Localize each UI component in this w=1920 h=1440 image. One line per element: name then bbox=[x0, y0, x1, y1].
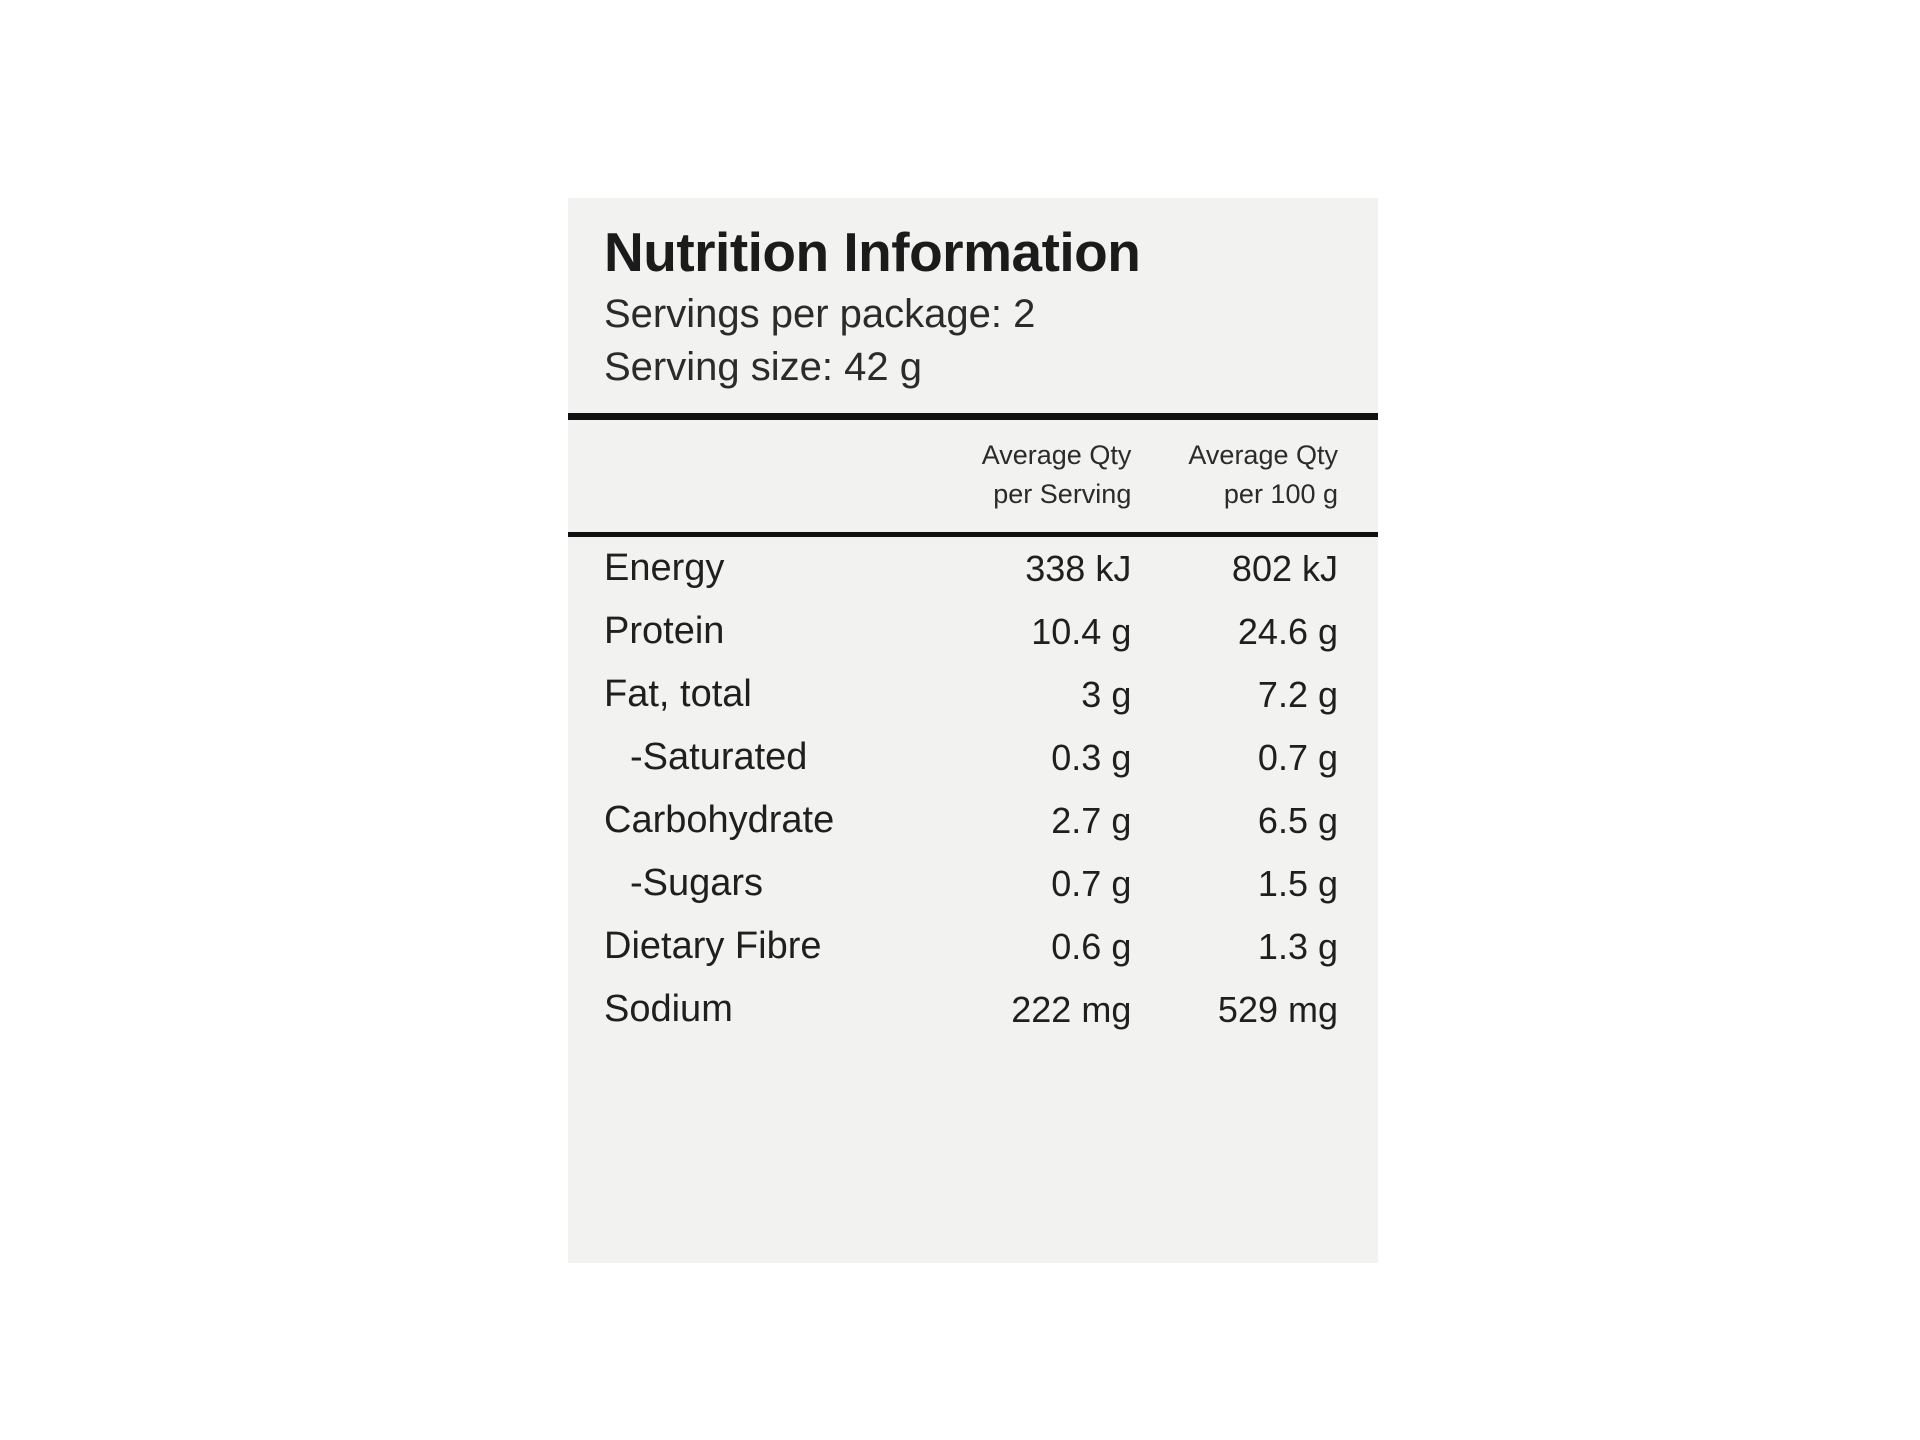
nutrition-rows-wrap bbox=[568, 537, 1378, 1041]
table-row bbox=[604, 537, 1342, 600]
value-per-100g: 0.7 g bbox=[1257, 736, 1338, 778]
nutrition-table-wrap bbox=[568, 420, 1378, 532]
nutrient-label: Carbohydrate bbox=[604, 799, 835, 842]
column-header-per-100g-line2: per 100 g bbox=[1223, 479, 1338, 510]
divider-top bbox=[568, 413, 1378, 420]
column-header-blank bbox=[604, 420, 921, 532]
nutrition-rows-table bbox=[604, 537, 1342, 1041]
nutrition-information-panel bbox=[568, 198, 1378, 1263]
table-row bbox=[604, 726, 1342, 789]
table-row bbox=[604, 663, 1342, 726]
value-per-serving: 338 kJ bbox=[1025, 547, 1132, 589]
servings-per-package: Servings per package: 2 bbox=[604, 291, 1036, 336]
value-per-100g: 24.6 g bbox=[1237, 610, 1338, 652]
panel-header bbox=[568, 198, 1378, 395]
nutrient-label: Energy bbox=[604, 547, 725, 590]
value-per-serving: 0.6 g bbox=[1051, 925, 1132, 967]
value-per-100g: 1.3 g bbox=[1257, 925, 1338, 967]
table-row bbox=[604, 600, 1342, 663]
serving-size: Serving size: 42 g bbox=[604, 345, 922, 390]
column-header-per-serving bbox=[921, 420, 1135, 532]
value-per-100g: 529 mg bbox=[1217, 988, 1338, 1030]
nutrition-rows-body bbox=[604, 537, 1342, 1041]
nutrition-table bbox=[604, 420, 1342, 532]
table-row bbox=[604, 915, 1342, 978]
page-title: Nutrition Information bbox=[604, 221, 1141, 283]
value-per-serving: 2.7 g bbox=[1051, 799, 1132, 841]
nutrient-label: -Sugars bbox=[630, 862, 764, 905]
value-per-serving: 0.3 g bbox=[1051, 736, 1132, 778]
value-per-100g: 7.2 g bbox=[1257, 673, 1338, 715]
nutrient-label: Sodium bbox=[604, 988, 733, 1031]
column-header-per-100g-line1: Average Qty bbox=[1188, 439, 1338, 470]
column-header-per-100g bbox=[1135, 420, 1342, 532]
value-per-serving: 0.7 g bbox=[1051, 862, 1132, 904]
table-row bbox=[604, 852, 1342, 915]
table-row bbox=[604, 978, 1342, 1041]
value-per-100g: 6.5 g bbox=[1257, 799, 1338, 841]
nutrient-label: Dietary Fibre bbox=[604, 925, 822, 968]
value-per-serving: 222 mg bbox=[1011, 988, 1132, 1030]
table-header bbox=[604, 420, 1342, 532]
column-header-per-serving-line1: Average Qty bbox=[981, 439, 1132, 470]
value-per-serving: 3 g bbox=[1081, 673, 1132, 715]
value-per-100g: 1.5 g bbox=[1257, 862, 1338, 904]
nutrient-label: -Saturated bbox=[630, 736, 808, 779]
value-per-serving: 10.4 g bbox=[1031, 610, 1132, 652]
column-header-per-serving-line2: per Serving bbox=[993, 479, 1132, 510]
table-row bbox=[604, 789, 1342, 852]
nutrient-label: Fat, total bbox=[604, 673, 752, 716]
value-per-100g: 802 kJ bbox=[1231, 547, 1338, 589]
table-header-row bbox=[604, 420, 1342, 532]
nutrient-label: Protein bbox=[604, 610, 725, 653]
